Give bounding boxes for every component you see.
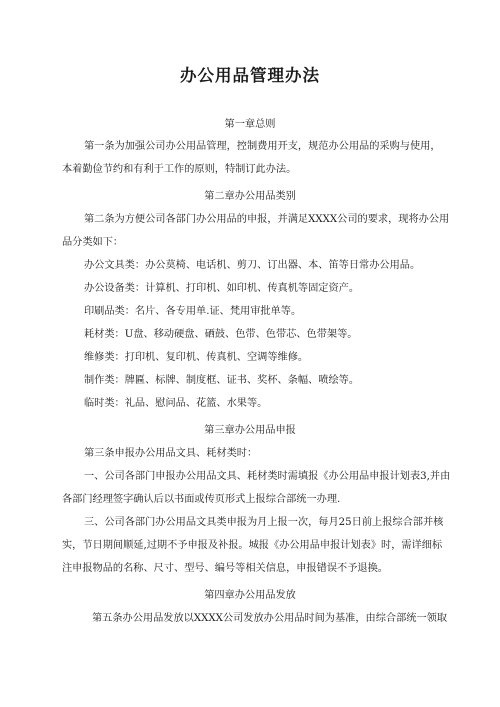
category-line: 耗材类：U盘、移动硬盘、硒鼓、色带、色带芯、色带架等。 (84, 329, 358, 340)
category-line: 办公设备类：计算机、打印机、如印机、传真机等固定资产。 (84, 283, 360, 294)
chapter-heading: 第一章总则 (224, 119, 276, 130)
paragraph-line: 三、公司各部门办公用品文具类申报为月上报一次，每月25日前上报综合部并核 (84, 517, 444, 528)
category-line: 维修类：打印机、复印机、传真机、空调等维修。 (84, 352, 309, 363)
chapter-heading: 第三章办公用品申报 (204, 425, 296, 436)
category-line: 办公文具类：办公莫椅、电话机、剪刀、订出器、本、笛等日常办公用品。 (84, 260, 421, 271)
paragraph-line: 注申报物品的名称、尺寸、型号、编号等相关信息，申报错误不予退换。 (62, 563, 388, 574)
paragraph-line: 品分类如下： (62, 237, 124, 248)
paragraph-line: 各部门经理签字确认后以书面或传页形式上报综合部统一办理. (62, 494, 341, 505)
paragraph-line: 第一条为加强公司办公用品管理，控制费用开支，规范办公用品的采购与使用， (84, 141, 441, 152)
category-line: 临时类：礼品、慰问品、花篮、水果等。 (84, 398, 268, 409)
paragraph-line: 本着勤俭节约和有利于工作的原则，特制订此办法。 (62, 164, 297, 175)
category-line: 印刷品类：名片、各专用单.证、梵用审批单等。 (84, 306, 302, 317)
paragraph-line: 第三条申报办公用品文具、耗材类时： (84, 448, 258, 459)
document-title: 办公用品管理办法 (180, 66, 320, 85)
paragraph-line: 第五条办公用品发放以XXXX公司发放办公用品时间为基准，由综合部统一领取 (92, 613, 448, 624)
paragraph-line: 实，节日期间顺延,过期不予申报及补报。城报《办公用品申报计划表》时，需详细标 (62, 540, 443, 551)
chapter-heading: 第四章办公用品发放 (204, 590, 296, 601)
chapter-heading: 第二章办公用品类别 (204, 191, 296, 202)
paragraph-line: 第二条为方便公司各部门办公用品的申报，并满足XXXX公司的要求，现将办公用 (84, 214, 450, 225)
paragraph-line: 一、公司各部门申报办公用品文具、耗材类时需填报《办公用品申报计划表3,并由 (84, 471, 451, 482)
category-line: 制作类：牌匾、标牌、制度框、证书、奖杯、条幅、喷绘等。 (84, 375, 360, 386)
